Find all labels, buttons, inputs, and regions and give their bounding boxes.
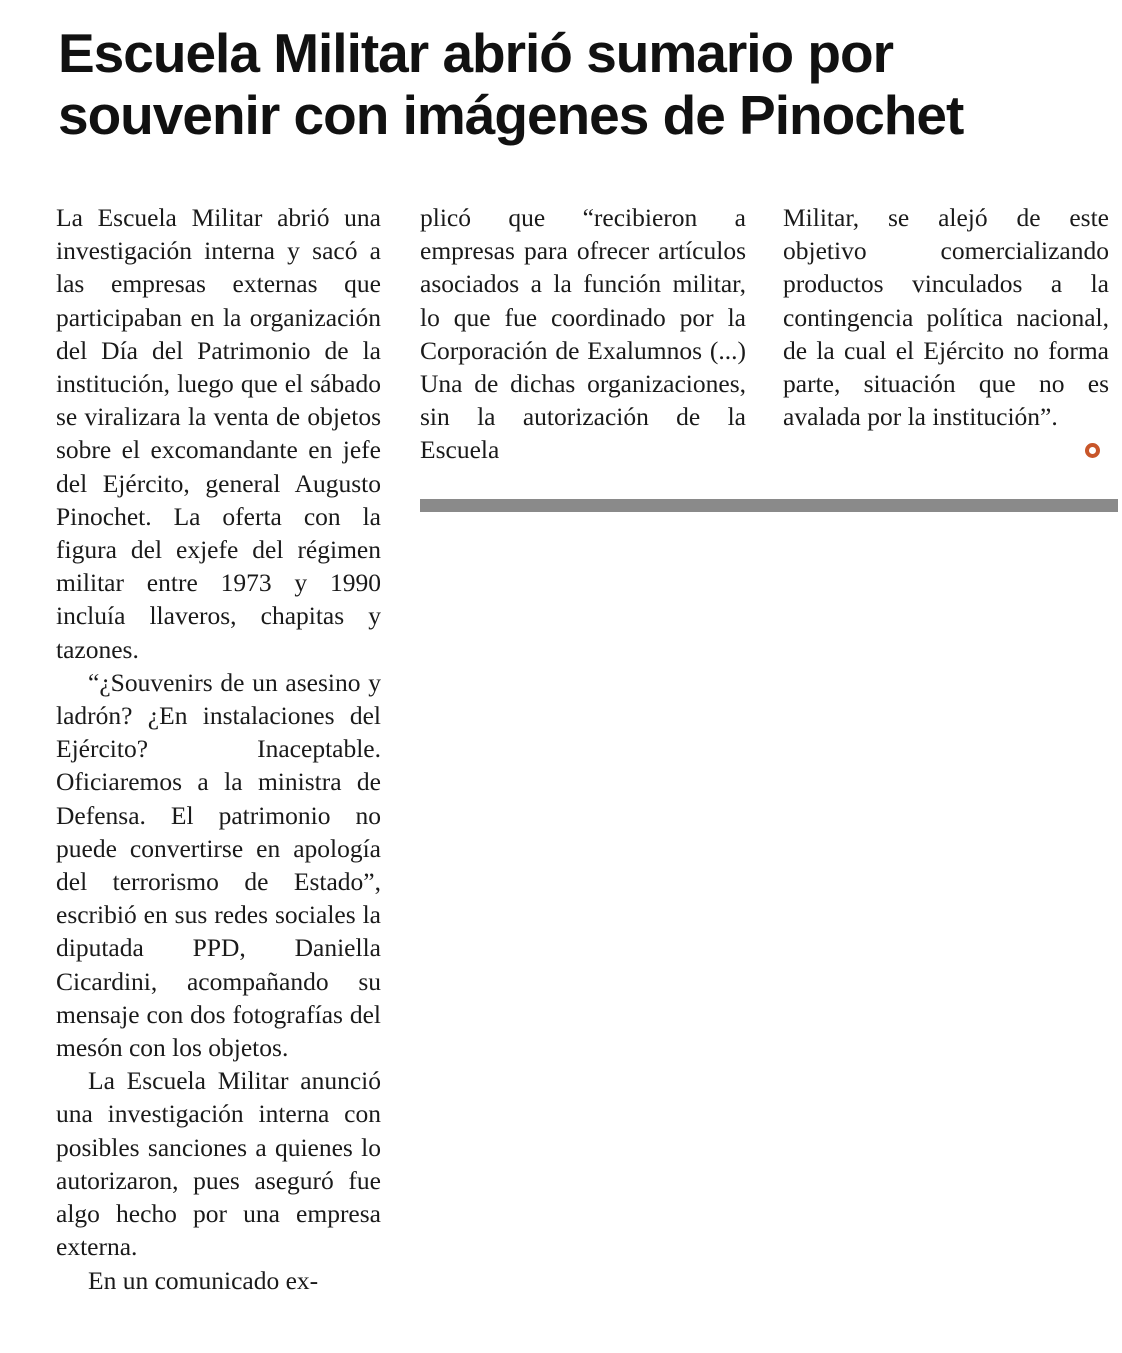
paragraph-1: La Escuela Militar abrió una investigación interna y sacó a las empresas externas que participaban en la organización del Día del Patrimonio de la institución, luego que el sábado se viralizara la venta de objetos sobre el excomandante en jefe del Ejército, general Augusto Pinochet. La oferta con la figura del exjefe del régimen militar entre 1973 y 1990 incluía llaveros, chapitas y tazones. <box>56 203 381 664</box>
paragraph-continued: plicó que “recibieron a empresas para ofrecer artículos asociados a la función militar, lo que fue coordinado por la Corporación de Exalumnos (...) Una de dichas organizaciones, sin la autorización de la Escuela <box>420 203 746 465</box>
paragraph-2-quote: “¿Souvenirs de un asesino y ladrón? ¿En instalaciones del Ejército? Inaceptable. Oficiaremos a la ministra de Defensa. El patrimonio no puede convertirse en apología del terrorismo de Estado”, escribió en sus redes sociales la diputada PPD, Daniella Cicardini, acompañando su mensaje con dos fotografías del mesón con los objetos. <box>56 667 381 1063</box>
article-column-3 <box>783 201 1109 433</box>
paragraph-closing: Militar, se alejó de este objetivo comercializando productos vinculados a la contingencia política nacional, de la cual el Ejército no forma parte, situación que no es avalada por la institución”. <box>783 203 1109 432</box>
headline: Escuela Militar abrió sumario por souvenir con imágenes de Pinochet <box>58 22 964 146</box>
paragraph-4: En un comunicado ex- <box>88 1265 319 1295</box>
article-column-2 <box>420 201 746 467</box>
article-column-1 <box>56 201 381 1297</box>
paragraph-3: La Escuela Militar anunció una investigación interna con posibles sanciones a quienes lo autorizaron, pues aseguró fue algo hecho por una empresa externa. <box>56 1066 381 1262</box>
section-divider-rule <box>420 499 1118 512</box>
circle-end-icon <box>1085 443 1100 458</box>
